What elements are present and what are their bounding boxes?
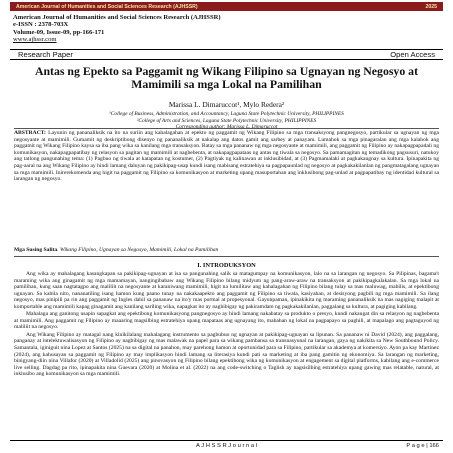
section-heading: I. INTRODUKSYON xyxy=(197,262,256,269)
keywords-text: . Wikang Filipino, Ugnayan sa Negosyo, Mamimili, Lokal na Pamilihan xyxy=(57,247,219,253)
journal-bar-year: 2025 xyxy=(425,3,437,10)
affiliation-2: ²College of Arts and Sciences, Laguna State Polytechnic University, PHILIPPINES xyxy=(136,117,317,124)
paper-type-bar xyxy=(10,49,443,60)
abstract-top-rule xyxy=(14,128,439,129)
corresponding-author: Corresponding author: Marissa L. Dimaruccot xyxy=(175,124,278,131)
access-type: Open Access xyxy=(390,50,435,59)
paper-authors: Marissa L. Dimaruccot¹, Mylo Redera² xyxy=(168,100,285,109)
abstract xyxy=(14,130,439,183)
abstract-bottom-rule xyxy=(14,256,439,257)
section-body xyxy=(14,271,439,379)
paragraph: Ang wika ay mahalagang kasangkapan sa pakikipag-ugnayan at isa sa pangunahing salik sa matagumpay na komunikasyon, lalo na sa larangan ng negosyo. Sa Pilipinas, bagama't maraming wika ang ginagamit ng mga mamamayan, nangingibabaw ang Wikang Filipino bilang midyum ng pang-araw-araw na transaksyon at pakikipagkalakalan. Sa mga lokal na pamilihan, kung saan nagtatagpo ang maliliit na negosyante at karaniwang mamimili, higit na lumilitaw ang kahalagahan ng Filipino bilang tulay sa mas maluwag, mabilis, at epektibong ugnayan. Sa kabila nito, nananatiling isang hamon kung paano tunay na nakakaapekto ang paggamit ng Filipino sa tiwala, kasiyahan, at desisyong pagbili ng mga mamimili. Sa ilang negosyo, mas pinipili pa rin ang paggamit ng Ingles dahil sa pananaw na ito'y mas pormal at propesyonal. Gayunpaman, ipinakikita ng maraming pananaliksik na mas nagiging malapit at komportable ang mamimili kapag ginagamit ang kanilang sariling wika, napagkat ito ay nagbibigay ng pakiramdam ng pagkakakilanlan, paggalang sa kultura, at pagiging kabilang. xyxy=(14,271,439,310)
affiliation-1: ¹College of Business, Administration, and Accountancy, Laguna State Polytechnic University, PHILIPPINES xyxy=(109,111,344,117)
footer-journal: A J H S S R J o u r n a l xyxy=(196,442,257,449)
journal-name: American Journal of Humanities and Social Sciences Research (AJHSSR) xyxy=(13,14,221,21)
keywords xyxy=(14,247,439,254)
journal-eissn: e-ISSN : 2378-703X xyxy=(13,21,69,29)
keywords-label: Mga Susing Salita xyxy=(14,247,58,253)
paragraph: Ang Wikang Filipino ay matagal nang kinikilalang mahalagang instrumento sa pagbubuo ng ugnayan at pakikipag-ugnayan sa lipunan. Sa pananaw ni David (2024), ang paggalang, panganay at intelektuwalisasyon ng Filipino ay nagbibigay ng mas malawak na papel para sa wikang pambansa sa transnasyunal na larangan, gaya ng nakikita sa New Southbound Policy. Samantala, iginiguit nina Lopez at Santos (2025) na sa digital na panahon, may parehong hamon at oportunidad para sa Filipino, partikular sa akademya at komersiyo. Ayon pa kay Martinez (2024), ang kahusayan sa paggamit ng Filipino ay may implikasyon hindi lamang sa literasiya kundi pati sa marketing at iba pang gamitin ng ekonomiya. Sa larangan ng marketing, binigyang-diin nina Villafor (2020) at Villadolid (2025) ang pinovasyon ng Filipino bilang epektibong wika ng komunikasyon at engagement sa digital platforms, kabilang ang e-commerce live selling. Dagdag pa rito, ipinapakita nina Guevara (2020) at Molina et al. (2022) na ang code-switching o Taglish ay nagsisilbing estratehiya upang gawing mas relatable, natural, at inklusibo ang komunikasyon sa mga mamimili. xyxy=(14,331,439,378)
paper-type: Research Paper xyxy=(18,50,73,59)
paragraph: Mahalaga ang ganitong usapin sapagkat ang epektibong komunikasyong pangnegosyo ay hindi lamang nakabatay sa produkto o presyo, kundi nakaugat din sa relasyon ng nagbebenta at mamimili. Ang paggamit ng Filipino ay maaaring magsilbing estratehiya upang mapataas ang ugnayang ito, mabahan ng lokal na pagpapayo sa paghili, at mapalago ang pagtaguyod ng maliliit na negosyo. xyxy=(14,311,439,331)
paper-title: Antas ng Epekto sa Paggamit ng Wikang Filipino sa Ugnayan ng Negosyo at Mamimili sa mga Lokal na Pamilihan xyxy=(34,64,419,91)
footer-page-number: P a g e | 166 xyxy=(406,442,439,449)
journal-url-link[interactable]: www.ajhssr.com xyxy=(13,36,57,44)
journal-header-bar xyxy=(10,2,443,11)
abstract-text: Layunin ng pananaliksik na ito na suriin ang kahalagahan at epekto ng paggamit ng Wikang Filipino sa mga transaksyong pangnegosyo, partikular sa ugnayan ng mga negosyante at mamimili. Gumamit ng deskriptibong disenyo ng pananaliksik at nakalap ang datos gamit ang sarbey at panayam. Lumahok sa mga pinagaralan ang mga kalahok ang paggamit ng Wikang Filipino kaysa sa iba pang wika sa kanilang mga transaksyon. Batay sa mga pananaw ng mga negosyante at mamimili, ang paggamit ng Filipino ay nakapagpapadali ng komunikasyon, nakapagpapatibay ng relasyon sa pagitan ng mamimili at nagbebenta, at nakapagpapataas ng antas ng tiwala sa negosyo. Sa pamamagitan ng temadikong pagsusuri, natukoy ang tatlong pangunahing tema: (1) Pagbuo ng tiwala at katapatan ng kostumer, (2) Pagtiyak ng kalinawan at inklusibidad, at (3) Pagmamalaki at pagkakaugnay sa kultura. Ipinapakita ng pag-aaral na ang Wikang Filipino ay hindi lamang daluyan ng pakikipag-usap kundi isang mabisang estratehiya sa pagpapaunlad ng negosyo at pagkakakilanlan ng pangmatagalang ugnayan sa mga mamimili. Inirerekomenda ang higit na paggamit ng Filipino sa komunikasyon at marketing upang masuportahan ang inklusibong pag-unlad at pagpapatibay ng identidad kultural sa larangan ng negosyo. xyxy=(14,130,440,183)
journal-info xyxy=(13,14,433,44)
journal-volume: Volume-09, Issue-09, pp-166-171 xyxy=(13,28,105,36)
abstract-label: ABSTRACT: xyxy=(14,130,46,136)
page-footer xyxy=(10,440,443,450)
journal-bar-name: American Journal of Humanities and Social Sciences Research (AJHSSR) xyxy=(16,3,198,10)
